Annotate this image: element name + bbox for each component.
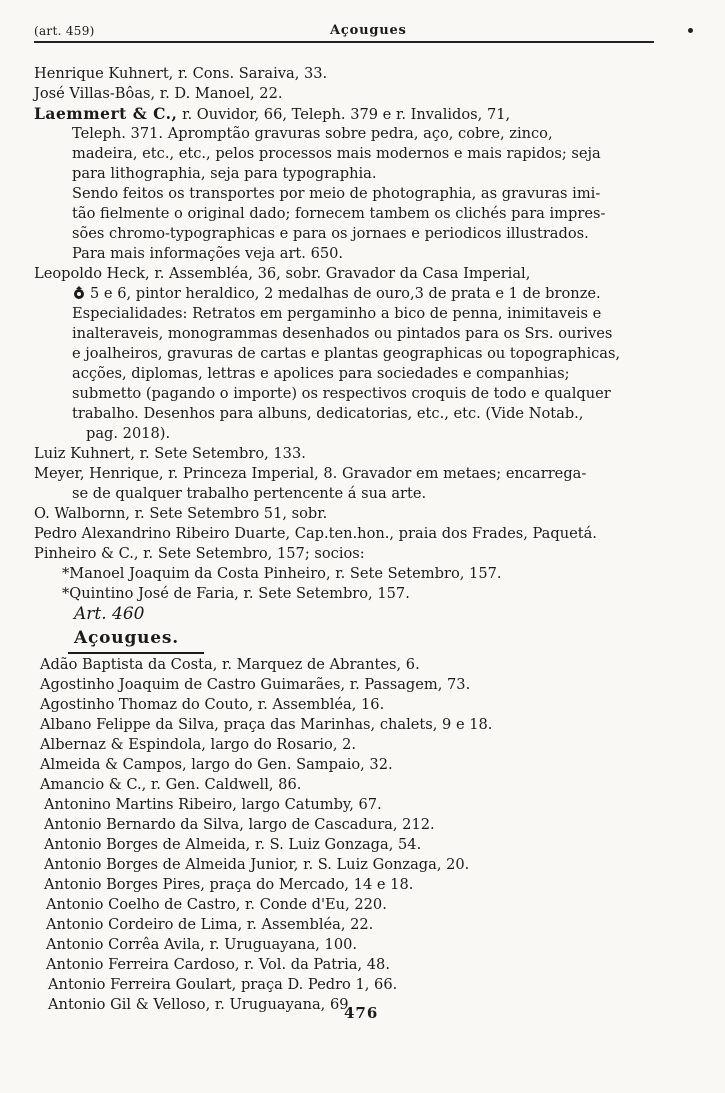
entry-line: *Manoel Joaquim da Costa Pinheiro, r. Sete Setembro, 157.: [62, 565, 502, 582]
list-item: Antonio Cordeiro de Lima, r. Assembléa, 22.: [46, 916, 374, 933]
header-title: Açougues: [330, 23, 407, 38]
entry-line: Para mais informações veja art. 650.: [72, 245, 344, 262]
entry-line: se de qualquer trabalho pertencente á sua arte.: [72, 485, 427, 502]
list-item: Antonio Borges Pires, praça do Mercado, 14 e 18.: [44, 876, 414, 893]
list-item: Adão Baptista da Costa, r. Marquez de Abrantes, 6.: [40, 656, 420, 673]
entry-line: Luiz Kuhnert, r. Sete Setembro, 133.: [34, 445, 306, 462]
section-rule: [68, 652, 204, 654]
entry-line-laemmert: [34, 104, 510, 123]
list-item: Antonio Corrêa Avila, r. Uruguayana, 100.: [46, 936, 358, 953]
list-item: Agostinho Joaquim de Castro Guimarães, r. Passagem, 73.: [40, 676, 471, 693]
entry-line: O. Walbornn, r. Sete Setembro 51, sobr.: [34, 505, 328, 522]
entry-line: submetto (pagando o importe) os respectivos croquis de todo e qualquer: [72, 385, 611, 402]
list-item: Antonio Coelho de Castro, r. Conde d'Eu, 220.: [46, 896, 387, 913]
entry-line: pag. 2018).: [86, 425, 171, 442]
article-label: Art. 460: [74, 604, 145, 624]
entry-line: inalteraveis, monogrammas desenhados ou pintados para os Srs. ourives: [72, 325, 613, 342]
entry-line: madeira, etc., etc., pelos processos mais modernos e mais rapidos; seja: [72, 145, 601, 162]
entry-line: Pinheiro & C., r. Sete Setembro, 157; socios:: [34, 545, 365, 562]
entry-line: Leopoldo Heck, r. Assembléa, 36, sobr. Gravador da Casa Imperial,: [34, 265, 531, 282]
margin-mark: [688, 28, 693, 33]
entry-line: Sendo feitos os transportes por meio de photographia, as gravuras imi-: [72, 185, 601, 202]
list-item: Antonio Borges de Almeida, r. S. Luiz Gonzaga, 54.: [44, 836, 422, 853]
page-number: 476: [344, 1004, 379, 1022]
list-item: Albano Felippe da Silva, praça das Marinhas, chalets, 9 e 18.: [40, 716, 493, 733]
entry-line-crest: [72, 284, 601, 303]
entry-line: sões chromo-typographicas e para os jornaes e periodicos illustrados.: [72, 225, 589, 242]
list-item: Antonio Bernardo da Silva, largo de Cascadura, 212.: [44, 816, 435, 833]
entry-line: Meyer, Henrique, r. Princeza Imperial, 8. Gravador em metaes; encarrega-: [34, 465, 587, 482]
imperial-crest-icon: [72, 286, 86, 300]
section-title: Açougues.: [74, 628, 179, 648]
entry-line: José Villas-Bôas, r. D. Manoel, 22.: [34, 85, 283, 102]
laemmert-address: r. Ouvidor, 66, Teleph. 379 e r. Invalidos, 71,: [182, 106, 511, 123]
list-item: Amancio & C., r. Gen. Caldwell, 86.: [40, 776, 302, 793]
entry-line: e joalheiros, gravuras de cartas e plantas geographicas ou topographicas,: [72, 345, 621, 362]
list-item: Antonio Ferreira Cardoso, r. Vol. da Patria, 48.: [46, 956, 390, 973]
entry-line: Henrique Kuhnert, r. Cons. Saraiva, 33.: [34, 65, 328, 82]
entry-line: trabalho. Desenhos para albuns, dedicatorias, etc., etc. (Vide Notab.,: [72, 405, 584, 422]
list-item: Antonio Ferreira Goulart, praça D. Pedro 1, 66.: [48, 976, 398, 993]
list-item: Agostinho Thomaz do Couto, r. Assembléa, 16.: [40, 696, 385, 713]
laemmert-name: Laemmert & C.,: [34, 104, 178, 123]
entry-line: Especialidades: Retratos em pergaminho a bico de penna, inimitaveis e: [72, 305, 602, 322]
entry-line: Pedro Alexandrino Ribeiro Duarte, Cap.ten.hon., praia dos Frades, Paquetá.: [34, 525, 597, 542]
entry-line: acções, diplomas, lettras e apolices para sociedades e companhias;: [72, 365, 570, 382]
header-rule: [34, 41, 654, 43]
entry-line: Teleph. 371. Apromptão gravuras sobre pedra, aço, cobre, zinco,: [72, 125, 553, 142]
list-item: Albernaz & Espindola, largo do Rosario, 2.: [40, 736, 357, 753]
list-item: Antonio Gil & Velloso, r. Uruguayana, 69.: [48, 996, 354, 1013]
list-item: Antonino Martins Ribeiro, largo Catumby, 67.: [44, 796, 382, 813]
entry-line: *Quintino José de Faria, r. Sete Setembro, 157.: [62, 585, 410, 602]
list-item: Almeida & Campos, largo do Gen. Sampaio, 32.: [40, 756, 393, 773]
entry-line: tão fielmente o original dado; fornecem tambem os clichés para impres-: [72, 205, 606, 222]
list-item: Antonio Borges de Almeida Junior, r. S. Luiz Gonzaga, 20.: [44, 856, 470, 873]
heck-details: 5 e 6, pintor heraldico, 2 medalhas de ouro,3 de prata e 1 de bronze.: [90, 285, 601, 302]
page-header: [34, 24, 654, 42]
entry-line: para lithographia, seja para typographia.: [72, 165, 377, 182]
header-article-ref: (art. 459): [34, 24, 95, 38]
